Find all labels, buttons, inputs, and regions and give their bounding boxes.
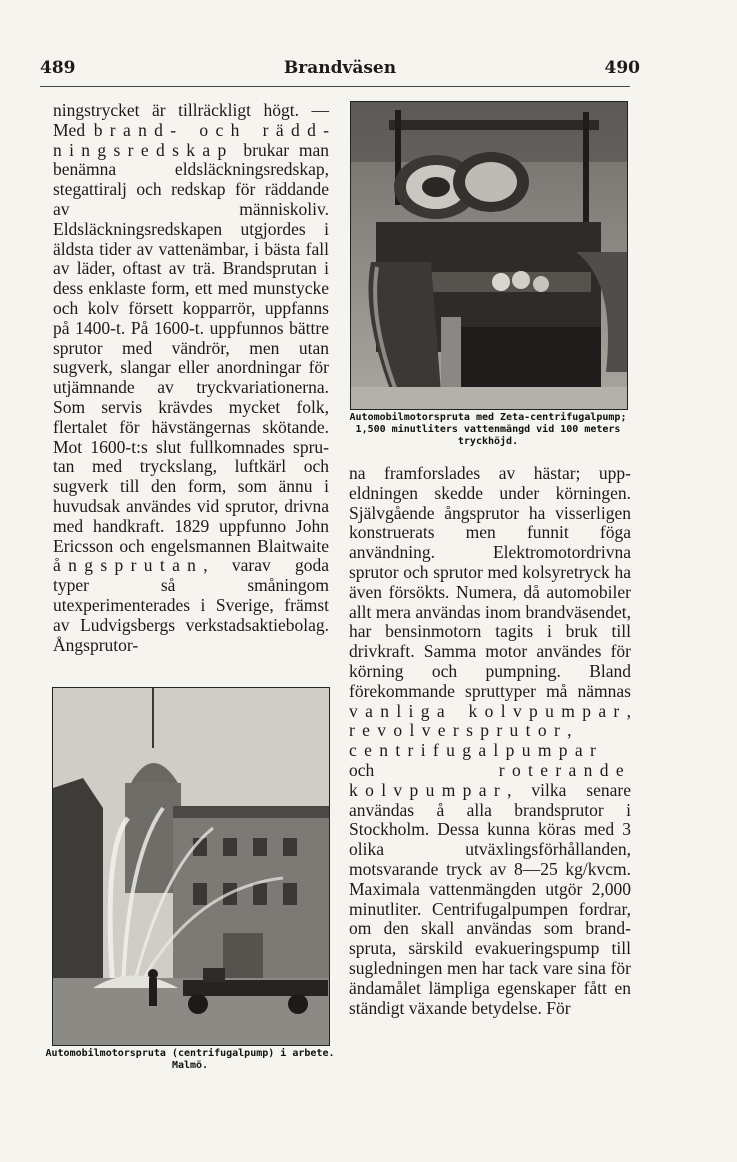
top-figure-caption: Automobilmotorspruta med Zeta-centrifugalpump; 1,500 minutliters vattenmängd vid 100 meters tryckhöjd. [349, 412, 627, 447]
right-spaced-term-2: revolversprutor [349, 720, 568, 741]
right-spaced-term-4: roterande kolvpumpar [349, 759, 631, 800]
left-text-3: , varav goda typer så småningom utexperimenterades i Sverige, främst av Ludvigsbergs verkstadsaktiebolag. Ångsprutor- [53, 555, 329, 655]
right-column-text [349, 464, 631, 1018]
building-spray-illustration [53, 688, 329, 1045]
right-spaced-term-3: centrifugalpumpar [349, 740, 604, 761]
right-text-4: och [349, 759, 499, 780]
header-rule [40, 86, 630, 87]
left-spaced-term-1: brand- och räddningsredskap [53, 119, 329, 160]
right-text-2: , [626, 700, 631, 721]
left-spaced-term-2: ångsprutan [53, 555, 204, 576]
running-title: Brandväsen [283, 58, 397, 78]
fire-engine-illustration [351, 102, 627, 409]
left-text-2: brukar man benämna eldsläckningsredskap, stegattiralj och redskap för räddande av människoliv. Eldsläckningsredskapen utgjordes i äldsta tider av vattenämbar, i bästa fall av läder, oftast av trä. Brandsprutan i dess enklaste form, ett med munstycke och kolv försett kopparrör, uppfanns på 1400-t. På 1600-t. uppfunnos bättre sprutor med vändrör, men utan sugverk, slangar eller anordningar för utjämnande av tryckvariationerna. Som servis krävdes mycket folk, flertalet för hävstängernas skötande. Mot 1600-t:s slut fullkomnades sprutan med tryckslang, luftkärl och sugverk till den form, som ännu i huvudsak användes vid sprutor, drivna med handkraft. 1829 uppfunno John Ericsson och engelsmannen Blaitwaite [53, 139, 329, 556]
right-text-5: , vilka senare användas å alla brandsprutor i Stockholm. Dessa kunna köras med 3 olika utväxlingsförhållanden, motsvarande tryck av 8—25 kg/kvcm. Maximala vattenmängden utgör 2,000 minutliter. Centrifugalpumpen fordrar, om den skall användas som brandspruta, särskild evakueringspump till sugledningen men har tack vare sina för ändamålet lämpliga egenskaper fått en ständigt växande betydelse. För [349, 779, 631, 1018]
right-spaced-term-1: vanliga kolvpumpar [349, 700, 627, 721]
left-paragraph [53, 101, 329, 655]
bottom-figure-caption: Automobilmotorspruta (centrifugalpump) i arbete. Malmö. [45, 1048, 335, 1071]
page-number-right: 490 [604, 58, 640, 78]
left-column-text [53, 101, 329, 655]
right-text-1: na framforslades av hästar; uppeldningen skedde under körningen. Självgående ångsprutor ha visserligen konstruerats men funnit föga användning. Elektromotordrivna sprutor och sprutor med kolsyretryck ha även försökts. Numera, då automobiler allt mera användas inom brandväsendet, har bensinmotorn tagits i bruk till drivkraft. Samma motor användes för körning och pumpning. Bland förekommande spruttyper må nämnas [349, 463, 631, 701]
fire-drill-photo [52, 687, 330, 1046]
right-text-3: , [567, 720, 572, 741]
fire-engine-photo [350, 101, 628, 410]
right-paragraph [349, 464, 631, 1018]
left-text-1: ningstrycket är tillräckligt högt. — Med [53, 100, 329, 140]
page-number-left: 489 [40, 58, 76, 78]
page-header [40, 58, 640, 84]
